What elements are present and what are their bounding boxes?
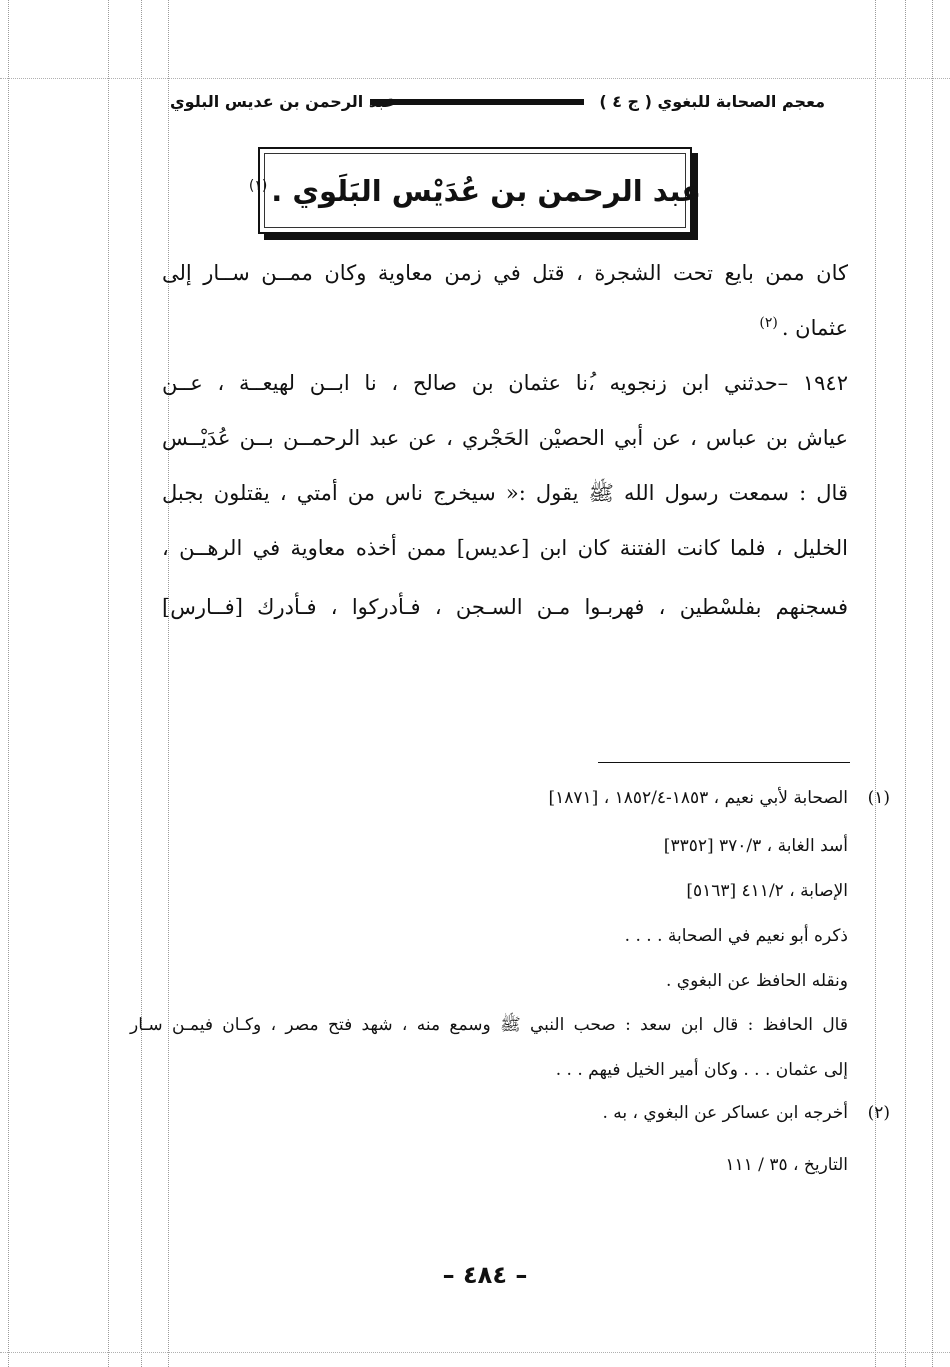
- footnote-line: الإصابة ، ٤١١/٢ [٥١٦٣]: [686, 881, 848, 901]
- running-head-entry: عبد الرحمن بن عديس البلوي: [170, 92, 396, 111]
- margin-guide: [141, 0, 142, 1367]
- entry-title-text: عبد الرحمن بن عُدَيْس البَلَوي .: [271, 173, 702, 208]
- hadith-line: الخليل ، فلما كانت الفتنة كان ابن [عديس] ممن أخذه معاوية في الرهــن ،: [162, 536, 848, 560]
- footnote-line: أخرجه ابن عساكر عن البغوي ، به .: [602, 1103, 848, 1123]
- footnote-marker: (١): [867, 788, 890, 808]
- margin-guide: [0, 78, 950, 79]
- hadith-line: قال : سمعت رسول الله ﷺ يقول :« سيخرج ناس من أمتي ، يقتلون بجبل: [162, 481, 848, 505]
- margin-guide: [875, 0, 876, 1367]
- hadith-line: عياش بن عباس ، عن أبي الحصيْن الحَجْري ، عن عبد الرحمــن بــن عُدَيْــس: [162, 426, 848, 450]
- footnote-line: أسد الغابة ، ٣٧٠/٣ [٣٣٥٢]: [663, 836, 848, 856]
- intro-line-text: عثمان .: [781, 316, 848, 340]
- footnote-separator: [598, 762, 850, 763]
- hadith-line: ١٩٤٢ –حدثني ابن زنجويه ،ُنا عثمان بن صالح ، نا ابــن لهيعــة ، عــن: [162, 371, 848, 395]
- margin-guide: [905, 0, 906, 1367]
- footnote-marker: (٢): [867, 1103, 890, 1123]
- margin-guide: [8, 0, 9, 1367]
- hadith-line: فسجنهم بفلسْطين ، فهربـوا مـن السـجن ، فـأدركوا ، فـأدرك [فــارس]: [162, 595, 848, 619]
- footnote-line: ونقله الحافظ عن البغوي .: [665, 971, 848, 991]
- margin-guide: [0, 1352, 950, 1353]
- running-head-book: معجم الصحابة للبغوي ( ج ٤ ): [599, 92, 825, 111]
- intro-line: [759, 308, 848, 343]
- intro-footnote-ref: (٢): [759, 315, 778, 331]
- footnote-line: إلى عثمان . . . وكان أمير الخيل فيهم . . .: [555, 1060, 848, 1080]
- footnote-line: ذكره أبو نعيم في الصحابة . . . .: [624, 926, 848, 946]
- margin-guide: [168, 0, 169, 1367]
- title-footnote-ref: (١): [248, 177, 268, 194]
- footnote-line: قال الحافظ : قال ابن سعد : صحب النبي ﷺ وسمع منه ، شهد فتح مصر ، وكـان فيمـن سـار: [130, 1015, 848, 1035]
- entry-title: [249, 174, 701, 208]
- margin-guide: [108, 0, 109, 1367]
- margin-guide: [932, 0, 933, 1367]
- footnote-line: التاريخ ، ٣٥ / ١١١: [725, 1155, 848, 1175]
- footnote-line: الصحابة لأبي نعيم ، ١٨٥٣-١٨٥٢/٤ ، [١٨٧١]: [548, 788, 848, 808]
- page-number: – ٤٨٤ –: [442, 1261, 528, 1289]
- running-head: [170, 92, 825, 118]
- intro-line: كان ممن بايع تحت الشجرة ، قتل في زمن معاوية وكان ممــن ســار إلى: [162, 261, 848, 285]
- entry-title-box: [248, 147, 702, 234]
- running-head-rule: [370, 99, 584, 105]
